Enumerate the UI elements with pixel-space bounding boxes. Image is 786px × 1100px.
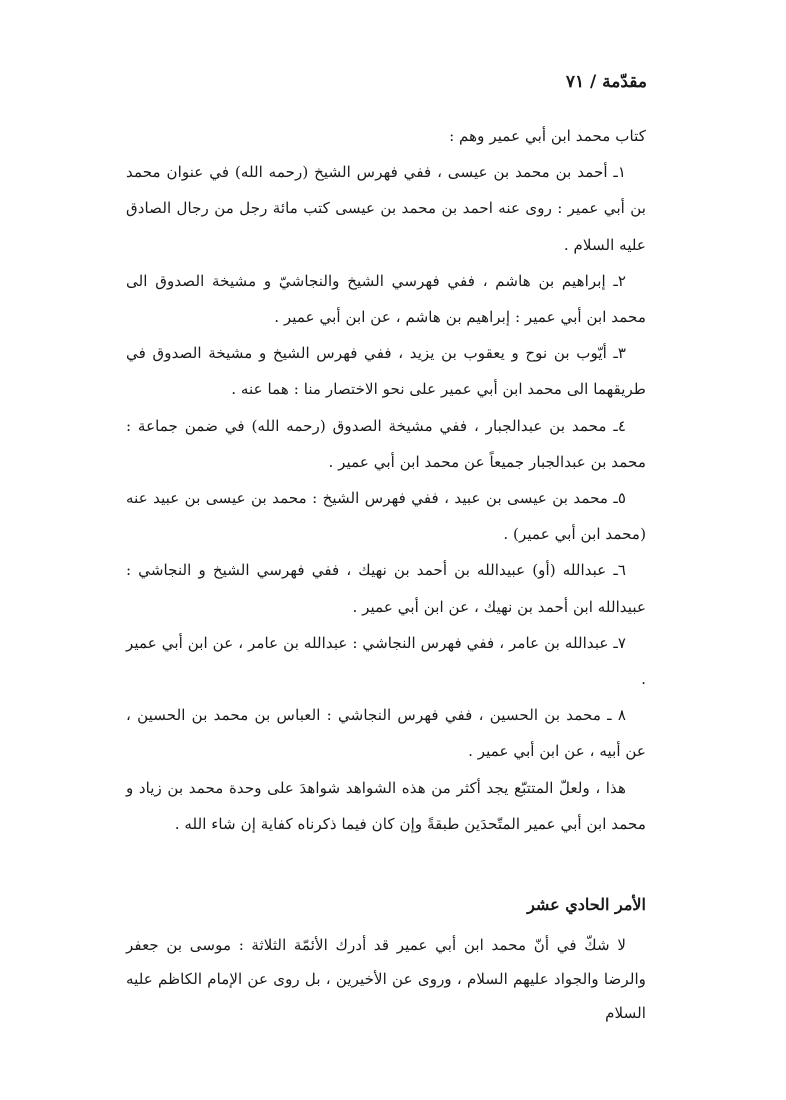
intro-line: كتاب محمد ابن أبي عمير وهم : [449, 127, 646, 145]
list-item: ١ـ أحمد بن محمد بن عيسى ، ففي فهرس الشيخ (رحمه الله) في عنوان محمد بن أبي عمير : روى عنه احمد بن محمد بن عيسى كتب مائة رجل من رجال الصادق عليه السلام . [126, 163, 646, 254]
section-paragraph: لا شكّ في أنّ محمد ابن أبي عمير قد أدرك الأئمّة الثلاثة : موسى بن جعفر والرضا والجواد عليهم السلام ، وروى عن الأخيرين ، بل روى عن الإمام الكاظم عليه السلام [126, 936, 646, 1022]
list-item: ٢ـ إبراهيم بن هاشم ، ففي فهرسي الشيخ والنجاشيّ و مشيخة الصدوق الى محمد ابن أبي عمير : إبراهيم بن هاشم ، عن ابن أبي عمير . [126, 271, 646, 327]
list-item: ٨ ـ محمد بن الحسين ، ففي فهرس النجاشي : العباس بن محمد بن الحسين ، عن أبيه ، عن ابن أبي عمير . [126, 706, 646, 761]
list-item: ٣ـ أيّوب بن نوح و يعقوب بن يزيد ، ففي فهرس الشيخ و مشيخة الصدوق في طريقهما الى محمد ابن أبي عمير على نحو الاختصار منا : هما عنه . [126, 344, 646, 399]
section-heading: الأمر الحادي عشر [527, 895, 646, 914]
list-item: ٧ـ عبدالله بن عامر ، ففي فهرس النجاشي : عبدالله بن عامر ، عن ابن أبي عمير . [126, 633, 646, 689]
list-item: ٤ـ محمد بن عبدالجبار ، ففي مشيخة الصدوق (رحمه الله) في ضمن جماعة : محمد بن عبدالجبار جميعاً عن محمد ابن أبي عمير . [126, 416, 646, 471]
list-item: ٥ـ محمد بن عيسى بن عبيد ، ففي فهرس الشيخ : محمد بن عيسى بن عبيد عنه (محمد ابن أبي عمير) . [126, 489, 646, 544]
main-text [126, 118, 646, 842]
list-item: ٦ـ عبدالله (أو) عبيدالله بن أحمد بن نهيك ، ففي فهرسي الشيخ و النجاشي : عبيدالله ابن أحمد بن نهيك ، عن ابن أبي عمير . [126, 561, 646, 616]
conclusion-paragraph: هذا ، ولعلّ المتتبّع يجد أكثر من هذه الشواهد شواهدَ على وحدة محمد بن زياد و محمد ابن أبي عمير المتّحدَين طبقةً وإن كان فيما ذكرناه كفاية إن شاء الله . [126, 778, 646, 833]
section-body [126, 928, 646, 1030]
section-label: مقدّمة / [590, 72, 647, 92]
page-header [127, 72, 647, 92]
page-number: ٧١ [565, 72, 585, 92]
